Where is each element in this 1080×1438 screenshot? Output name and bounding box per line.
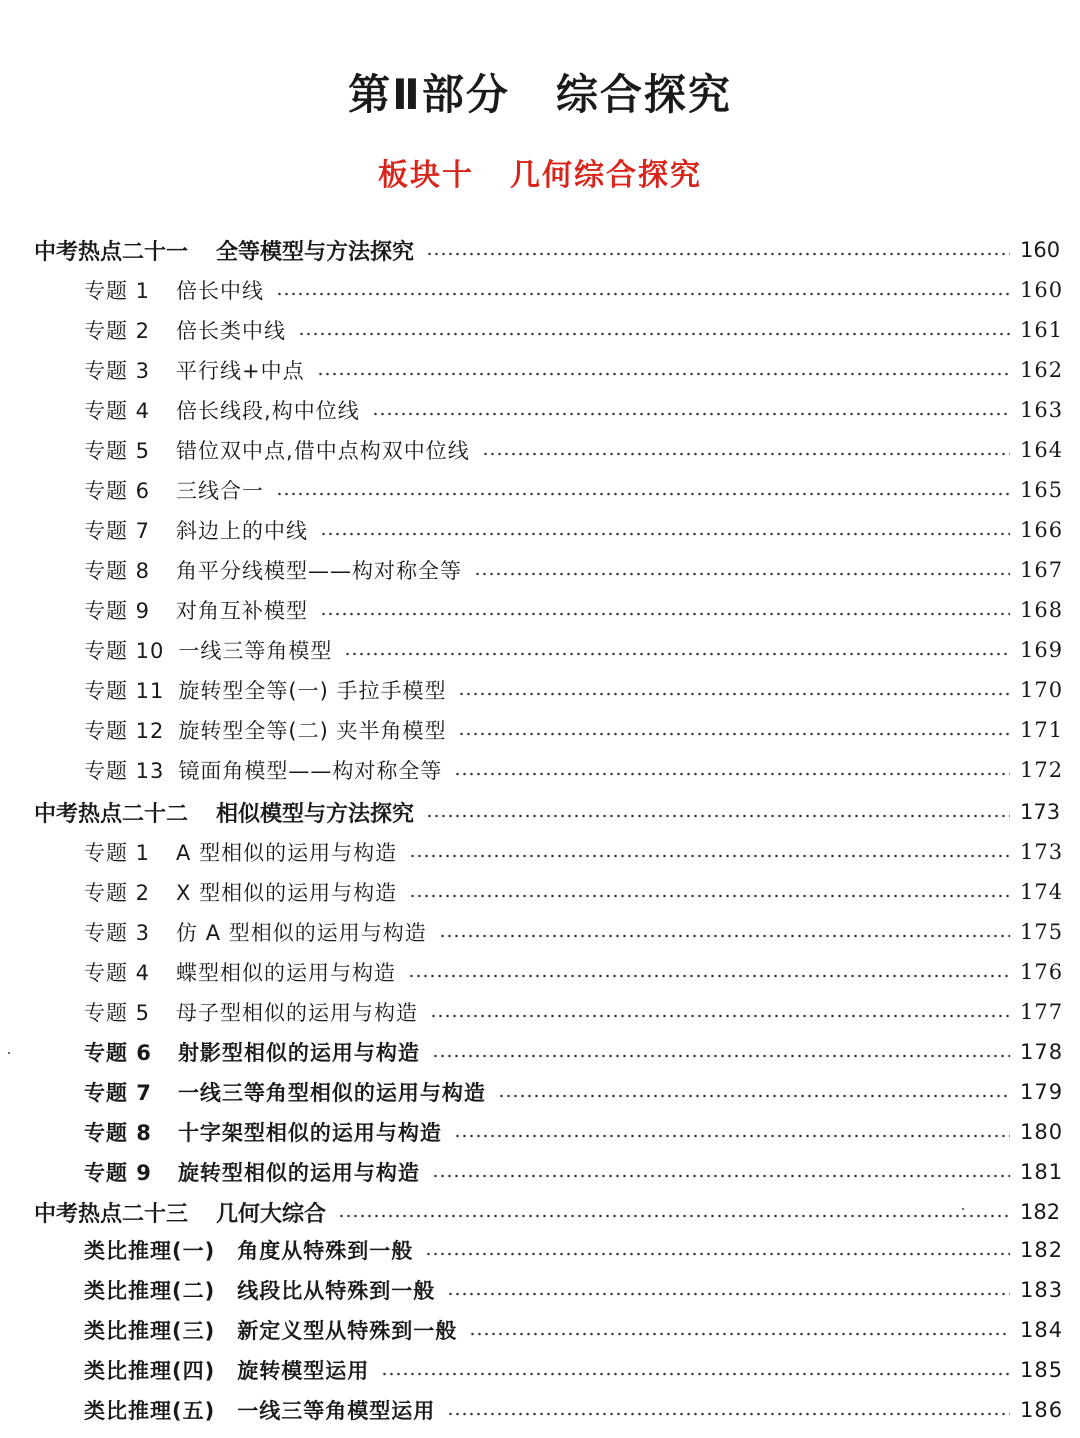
toc-page-number: 167 [1020,558,1064,582]
dot-leader [426,814,1010,818]
toc-chapter-row[interactable] [34,792,1060,832]
toc-entry-label: 专题 2 [84,881,151,905]
toc-topic-row[interactable] [84,430,1064,470]
dot-leader [454,772,1010,776]
toc-page-number: 176 [1020,960,1064,984]
toc-topic-row[interactable] [84,510,1064,550]
toc-topic-row[interactable] [84,550,1064,590]
dot-leader [344,652,1010,656]
toc-page-number: 178 [1020,1040,1064,1064]
toc-topic-row[interactable] [84,270,1064,310]
dot-leader [381,1372,1010,1376]
toc-entry-label: 专题 12 [84,719,165,743]
toc-page-number: 171 [1020,718,1064,742]
toc-entry-title: A 型相似的运用与构造 [176,841,398,865]
toc-entry-title: 旋转模型运用 [237,1359,370,1383]
toc-topic-row[interactable] [84,1072,1064,1112]
dot-leader [317,372,1010,376]
toc-entry-label: 中考热点二十一 [34,239,189,265]
section-name: 几何综合探究 [510,158,702,193]
dot-leader [276,292,1010,296]
dot-leader [458,732,1010,736]
toc-entry-label: 专题 4 [84,399,151,423]
toc-entry-label: 专题 5 [84,1001,151,1025]
part-name: 综合探究 [555,70,732,119]
toc-topic-row[interactable] [84,750,1064,790]
toc-topic-row[interactable] [84,710,1064,750]
toc-entry-title: 新定义型从特殊到一般 [237,1319,458,1343]
toc-entry-title: 旋转型全等(一) 手拉手模型 [178,679,447,703]
toc-entry-title: 蝶型相似的运用与构造 [176,961,397,985]
toc-topic-row[interactable] [84,1390,1064,1430]
toc-page-number: 179 [1020,1080,1064,1104]
toc-entry-title: 仿 A 型相似的运用与构造 [176,921,427,945]
toc-entry-label: 专题 3 [84,921,151,945]
toc-entry-label: 专题 7 [84,1081,152,1105]
dot-leader [432,1174,1010,1178]
dot-leader [320,532,1010,536]
toc-page-number: 170 [1020,678,1064,702]
toc-entry-label: 专题 10 [84,639,165,663]
toc-entry-label: 专题 9 [84,1161,152,1185]
toc-entry-title: 全等模型与方法探究 [216,239,415,265]
toc-entry-label: 类比推理(一) [84,1239,216,1263]
toc-page-number: 168 [1020,598,1064,622]
toc-entry-title: 线段比从特殊到一般 [237,1279,436,1303]
dot-leader [432,1054,1010,1058]
toc-entry-title: 角平分线模型——构对称全等 [176,559,463,583]
dot-leader [439,934,1010,938]
toc-entry-label: 专题 11 [84,679,165,703]
toc-entry-title: 射影型相似的运用与构造 [177,1041,420,1065]
toc-entry-title: 平行线+中点 [176,359,305,383]
toc-topic-row[interactable] [84,1270,1064,1310]
section-prefix: 板块十 [378,158,474,193]
dot-leader [409,854,1010,858]
toc-entry-label: 专题 2 [84,319,151,343]
toc-entry-label: 专题 5 [84,439,151,463]
toc-topic-row[interactable] [84,872,1064,912]
dot-leader [372,412,1010,416]
toc-entry-label: 专题 4 [84,961,151,985]
dot-leader [320,612,1010,616]
toc-chapter-row[interactable] [34,1192,1060,1232]
dot-leader [447,1292,1010,1296]
toc-entry-title: 错位双中点,借中点构双中位线 [176,439,470,463]
toc-entry-label: 专题 6 [84,1041,152,1065]
toc-entry-title: 相似模型与方法探究 [216,801,415,827]
toc-topic-row[interactable] [84,590,1064,630]
dot-leader [474,572,1010,576]
toc-page-number: 160 [1020,278,1064,302]
toc-page-number: 175 [1020,920,1064,944]
toc-page-number: 165 [1020,478,1064,502]
toc-entry-title: 旋转型相似的运用与构造 [177,1161,420,1185]
toc-entry-label: 专题 1 [84,279,151,303]
toc-page-number: 183 [1020,1278,1064,1302]
dot-leader [454,1134,1010,1138]
toc-page-number: 182 [1020,1238,1064,1262]
section-title [0,150,1080,194]
toc-topic-row[interactable] [84,1032,1064,1072]
dot-leader [426,252,1010,256]
toc-entry-label: 专题 8 [84,559,151,583]
toc-entry-label: 中考热点二十三 [34,1201,189,1227]
toc-page-number: 173 [1020,840,1064,864]
toc-entry-label: 类比推理(三) [84,1319,216,1343]
toc-page-number: 181 [1020,1160,1064,1184]
toc-page-number: 173 [1020,800,1061,824]
toc-topic-row[interactable] [84,470,1064,510]
scan-speck [962,1208,964,1210]
dot-leader [430,1014,1010,1018]
toc-page-number: 186 [1020,1398,1064,1422]
toc-topic-row[interactable] [84,912,1064,952]
toc-entry-title: X 型相似的运用与构造 [176,881,398,905]
dot-leader [458,692,1010,696]
toc-topic-row[interactable] [84,350,1064,390]
toc-entry-title: 斜边上的中线 [176,519,309,543]
toc-page-number: 185 [1020,1358,1064,1382]
toc-topic-row[interactable] [84,1152,1064,1192]
toc-topic-row[interactable] [84,1112,1064,1152]
toc-chapter-row[interactable] [34,230,1060,270]
toc-page-number: 162 [1020,358,1064,382]
scan-speck [8,1052,10,1054]
toc-entry-label: 专题 7 [84,519,151,543]
toc-page-number: 180 [1020,1120,1064,1144]
toc-entry-title: 一线三等角型相似的运用与构造 [177,1081,486,1105]
toc-topic-row[interactable] [84,390,1064,430]
dot-leader [409,894,1010,898]
dot-leader [276,492,1010,496]
toc-entry-label: 类比推理(五) [84,1399,216,1423]
toc-entry-label: 类比推理(二) [84,1279,216,1303]
toc-topic-row[interactable] [84,670,1064,710]
toc-topic-row[interactable] [84,1230,1064,1270]
toc-entry-label: 专题 1 [84,841,151,865]
toc-entry-label: 专题 13 [84,759,165,783]
dot-leader [469,1332,1010,1336]
toc-entry-title: 十字架型相似的运用与构造 [177,1121,442,1145]
toc-topic-row[interactable] [84,1310,1064,1350]
toc-topic-row[interactable] [84,832,1064,872]
dot-leader [447,1412,1010,1416]
dot-leader [498,1094,1010,1098]
toc-entry-label: 中考热点二十二 [34,801,189,827]
toc-topic-row[interactable] [84,952,1064,992]
toc-page-number: 177 [1020,1000,1064,1024]
toc-entry-title: 一线三等角模型 [178,639,333,663]
toc-page-number: 172 [1020,758,1064,782]
toc-entry-label: 专题 8 [84,1121,152,1145]
dot-leader [338,1214,1010,1218]
toc-page-number: 184 [1020,1318,1064,1342]
toc-page-number: 182 [1020,1200,1061,1224]
toc-page-number: 166 [1020,518,1064,542]
toc-page-number: 163 [1020,398,1064,422]
toc-entry-label: 专题 9 [84,599,151,623]
toc-entry-label: 专题 3 [84,359,151,383]
toc-entry-title: 三线合一 [176,479,265,503]
toc-entry-title: 角度从特殊到一般 [237,1239,414,1263]
toc-entry-title: 母子型相似的运用与构造 [176,1001,419,1025]
toc-topic-row[interactable] [84,992,1064,1032]
part-prefix: 第Ⅱ部分 [348,70,510,119]
dot-leader [425,1252,1010,1256]
toc-entry-title: 对角互补模型 [176,599,309,623]
toc-page-number: 169 [1020,638,1064,662]
toc-entry-title: 一线三等角模型运用 [237,1399,436,1423]
toc-topic-row[interactable] [84,1350,1064,1390]
dot-leader [482,452,1010,456]
toc-entry-title: 镜面角模型——构对称全等 [178,759,443,783]
part-title [0,62,1080,122]
dot-leader [298,332,1010,336]
toc-entry-label: 专题 6 [84,479,151,503]
toc-entry-title: 几何大综合 [216,1201,327,1227]
toc-page-number: 174 [1020,880,1064,904]
dot-leader [408,974,1010,978]
toc-entry-title: 倍长中线 [176,279,265,303]
toc-entry-title: 倍长线段,构中位线 [176,399,360,423]
toc-topic-row[interactable] [84,310,1064,350]
toc-entry-title: 旋转型全等(二) 夹半角模型 [178,719,447,743]
toc-entry-label: 类比推理(四) [84,1359,216,1383]
toc-entry-title: 倍长类中线 [176,319,287,343]
toc-topic-row[interactable] [84,630,1064,670]
toc-page-number: 164 [1020,438,1064,462]
toc-page-number: 160 [1020,238,1061,262]
toc-page-number: 161 [1020,318,1064,342]
